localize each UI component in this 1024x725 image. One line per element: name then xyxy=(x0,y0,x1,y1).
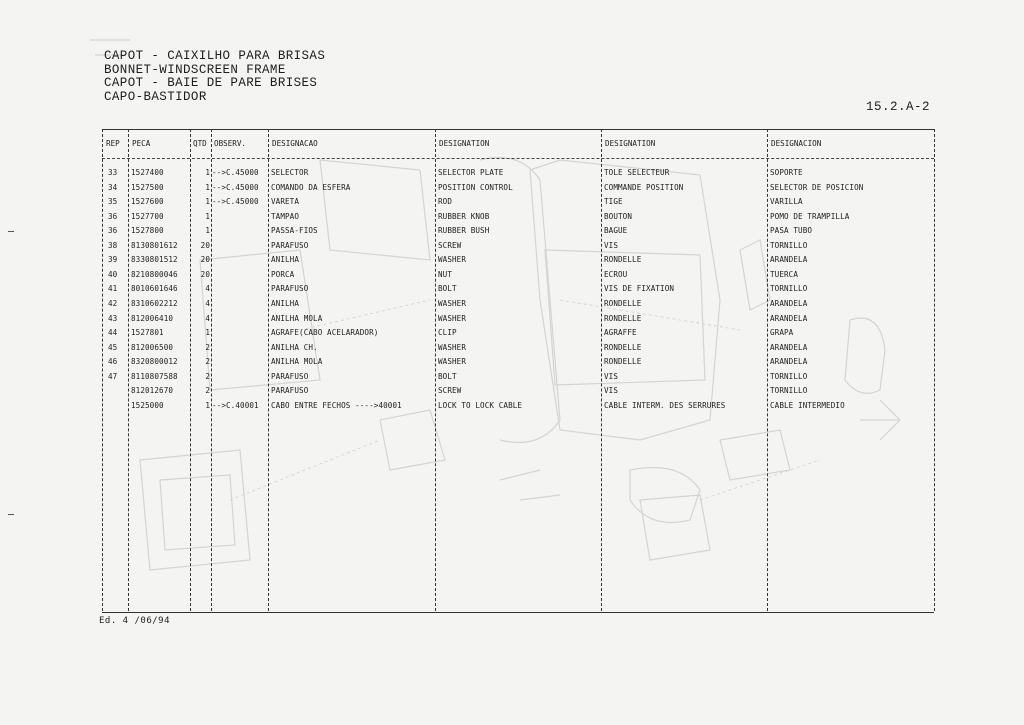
cell-designacao: ANILHA MOLA xyxy=(271,313,323,323)
cell-designation-en: CLIP xyxy=(438,328,457,338)
catalog-title-block xyxy=(104,50,325,104)
cell-qtd: 4 xyxy=(205,313,210,323)
cell-rep: 39 xyxy=(108,255,118,265)
cell-qtd: 1 xyxy=(205,168,210,177)
cell-designation-fr: BAGUE xyxy=(604,226,628,236)
cell-peca: 1527600 xyxy=(131,197,164,207)
column-divider xyxy=(128,129,129,611)
cell-qtd: 1 xyxy=(205,226,210,236)
column-divider xyxy=(190,129,191,611)
cell-peca: 1527801 xyxy=(131,328,164,338)
cell-designation-fr: VIS xyxy=(604,371,619,381)
cell-designation-en: WASHER xyxy=(438,342,467,352)
cell-rep: 34 xyxy=(108,182,118,192)
cell-designation-fr: RONDELLE xyxy=(604,298,642,308)
cell-peca: 8130801612 xyxy=(131,240,178,250)
cell-designacion: ARANDELA xyxy=(770,255,808,265)
cell-designacao: CABO ENTRE FECHOS ---->40001 xyxy=(271,400,402,410)
cell-designacion: ARANDELA xyxy=(770,313,808,323)
column-divider xyxy=(934,129,935,611)
cell-observ: -->C.45000 xyxy=(212,182,259,192)
cell-designation-fr: COMMANDE POSITION xyxy=(604,182,684,192)
cell-designation-en: RUBBER BUSH xyxy=(438,226,490,236)
cell-designacion: PASA TUBO xyxy=(770,226,813,236)
header-designation-en: DESIGNATION xyxy=(439,139,490,148)
cell-designation-fr: VIS DE FIXATION xyxy=(604,284,675,294)
cell-peca: 812006500 xyxy=(131,342,174,352)
cell-designacao: COMANDO DA ESFERA xyxy=(271,182,351,192)
cell-rep: 38 xyxy=(108,240,118,250)
header-rep: REP xyxy=(106,139,120,148)
cell-rep: 33 xyxy=(108,168,118,177)
title-line-en: BONNET-WINDSCREEN FRAME xyxy=(104,62,286,77)
cell-designation-fr: BOUTON xyxy=(604,211,633,221)
cell-peca: 1527400 xyxy=(131,168,164,177)
title-line-es: CAPO-BASTIDOR xyxy=(104,89,207,104)
cell-designacion: ARANDELA xyxy=(770,342,808,352)
header-qtd: QTD xyxy=(193,139,207,148)
cell-designacion: VARILLA xyxy=(770,197,803,207)
cell-designacao: ANILHA xyxy=(271,298,300,308)
cell-designation-fr: RONDELLE xyxy=(604,342,642,352)
cell-designation-fr: TOLE SELECTEUR xyxy=(604,168,670,177)
column-divider xyxy=(268,129,269,611)
header-designacion: DESIGNACION xyxy=(771,139,822,148)
cell-designacion: CABLE INTERMEDIO xyxy=(770,400,845,410)
cell-designation-fr: CABLE INTERM. DES SERRURES xyxy=(604,400,726,410)
cell-peca: 1527700 xyxy=(131,211,164,221)
cell-rep: 44 xyxy=(108,328,118,338)
cell-designation-en: RUBBER KNOB xyxy=(438,211,490,221)
cell-designacao: ANILHA CH. xyxy=(271,342,318,352)
margin-tick-mark xyxy=(8,231,14,232)
cell-designacion: POMO DE TRAMPILLA xyxy=(770,211,850,221)
cell-designacao: TAMPAO xyxy=(271,211,300,221)
cell-peca: 812006410 xyxy=(131,313,174,323)
cell-designation-fr: ECROU xyxy=(604,269,628,279)
cell-designacao: PARAFUSO xyxy=(271,284,309,294)
cell-peca: 1527500 xyxy=(131,182,164,192)
cell-designation-fr: RONDELLE xyxy=(604,255,642,265)
cell-designation-fr: VIS xyxy=(604,386,619,396)
title-line-pt: CAPOT - CAIXILHO PARA BRISAS xyxy=(104,49,326,63)
cell-peca: 1527800 xyxy=(131,226,164,236)
cell-designation-en: BOLT xyxy=(438,371,457,381)
cell-designacao: VARETA xyxy=(271,197,300,207)
cell-designation-en: SCREW xyxy=(438,386,462,396)
cell-designacion: GRAPA xyxy=(770,328,794,338)
cell-rep: 36 xyxy=(108,226,118,236)
header-separator xyxy=(102,158,934,159)
cell-qtd: 1 xyxy=(205,400,210,410)
cell-designation-fr: RONDELLE xyxy=(604,313,642,323)
cell-designacao: PASSA-FIOS xyxy=(271,226,318,236)
column-divider xyxy=(601,129,602,611)
cell-peca: 8320800012 xyxy=(131,357,178,367)
cell-qtd: 20 xyxy=(200,269,210,279)
cell-observ: -->C.45000 xyxy=(212,197,259,207)
cell-rep: 47 xyxy=(108,371,118,381)
cell-rep: 42 xyxy=(108,298,118,308)
cell-rep: 41 xyxy=(108,284,118,294)
header-designacao: DESIGNACAO xyxy=(272,139,318,148)
cell-designation-en: WASHER xyxy=(438,298,467,308)
page-reference: 15.2.A-2 xyxy=(865,100,930,114)
cell-designacao: ANILHA MOLA xyxy=(271,357,323,367)
cell-designation-en: POSITION CONTROL xyxy=(438,182,513,192)
cell-qtd: 2 xyxy=(205,342,210,352)
header-peca: PECA xyxy=(132,139,151,148)
cell-qtd: 1 xyxy=(205,182,210,192)
cell-designation-fr: AGRAFFE xyxy=(604,328,637,338)
cell-designacao: PARAFUSO xyxy=(271,240,309,250)
cell-qtd: 2 xyxy=(205,371,210,381)
cell-designation-en: WASHER xyxy=(438,313,467,323)
cell-rep: 36 xyxy=(108,211,118,221)
column-divider xyxy=(767,129,768,611)
cell-rep: 43 xyxy=(108,313,118,323)
cell-qtd: 1 xyxy=(205,197,210,207)
cell-designacion: TORNILLO xyxy=(770,240,808,250)
cell-designation-fr: VIS xyxy=(604,240,619,250)
cell-peca: 8110807588 xyxy=(131,371,178,381)
cell-designation-en: WASHER xyxy=(438,255,467,265)
cell-designacao: PARAFUSO xyxy=(271,371,309,381)
cell-peca: 1525000 xyxy=(131,400,164,410)
cell-designation-en: LOCK TO LOCK CABLE xyxy=(438,400,523,410)
cell-designacao: PORCA xyxy=(271,269,295,279)
cell-qtd: 1 xyxy=(205,211,210,221)
cell-designation-en: WASHER xyxy=(438,357,467,367)
cell-observ: -->C.40001 xyxy=(212,400,259,410)
cell-designation-en: SELECTOR PLATE xyxy=(438,168,504,177)
edition-date: Ed. 4 /06/94 xyxy=(99,616,171,626)
cell-qtd: 2 xyxy=(205,357,210,367)
cell-peca: 8010601646 xyxy=(131,284,178,294)
cell-qtd: 1 xyxy=(205,328,210,338)
cell-designacao: SELECTOR xyxy=(271,168,309,177)
cell-designacion: ARANDELA xyxy=(770,298,808,308)
margin-tick-mark xyxy=(8,514,14,515)
cell-designacion: TORNILLO xyxy=(770,284,808,294)
cell-observ: -->C.45000 xyxy=(212,168,259,177)
cell-designacion: TORNILLO xyxy=(770,386,808,396)
cell-qtd: 2 xyxy=(205,386,210,396)
cell-designacao: AGRAFE(CABO ACELARADOR) xyxy=(271,328,379,338)
column-divider xyxy=(435,129,436,611)
header-observ: OBSERV. xyxy=(214,139,247,148)
cell-designation-en: ROD xyxy=(438,197,453,207)
cell-qtd: 4 xyxy=(205,298,210,308)
cell-peca: 8330801512 xyxy=(131,255,178,265)
column-divider xyxy=(102,129,103,611)
cell-designacao: PARAFUSO xyxy=(271,386,309,396)
cell-designacion: SOPORTE xyxy=(770,168,803,177)
cell-designacion: SELECTOR DE POSICION xyxy=(770,182,864,192)
cell-rep: 46 xyxy=(108,357,118,367)
cell-designacion: ARANDELA xyxy=(770,357,808,367)
cell-qtd: 20 xyxy=(200,240,210,250)
cell-rep: 45 xyxy=(108,342,118,352)
cell-peca: 8310602212 xyxy=(131,298,178,308)
cell-designation-en: BOLT xyxy=(438,284,457,294)
cell-rep: 40 xyxy=(108,269,118,279)
cell-qtd: 4 xyxy=(205,284,210,294)
cell-designacao: ANILHA xyxy=(271,255,300,265)
cell-designacion: TUERCA xyxy=(770,269,799,279)
cell-qtd: 20 xyxy=(200,255,210,265)
cell-peca: 8210800046 xyxy=(131,269,178,279)
cell-designation-en: NUT xyxy=(438,269,453,279)
cell-designacion: TORNILLO xyxy=(770,371,808,381)
header-designation-fr: DESIGNATION xyxy=(605,139,656,148)
cell-designation-en: SCREW xyxy=(438,240,462,250)
title-line-fr: CAPOT - BAIE DE PARE BRISES xyxy=(104,76,318,90)
cell-designation-fr: TIGE xyxy=(604,197,623,207)
cell-peca: 812012670 xyxy=(131,386,174,396)
cell-designation-fr: RONDELLE xyxy=(604,357,642,367)
cell-rep: 35 xyxy=(108,197,118,207)
